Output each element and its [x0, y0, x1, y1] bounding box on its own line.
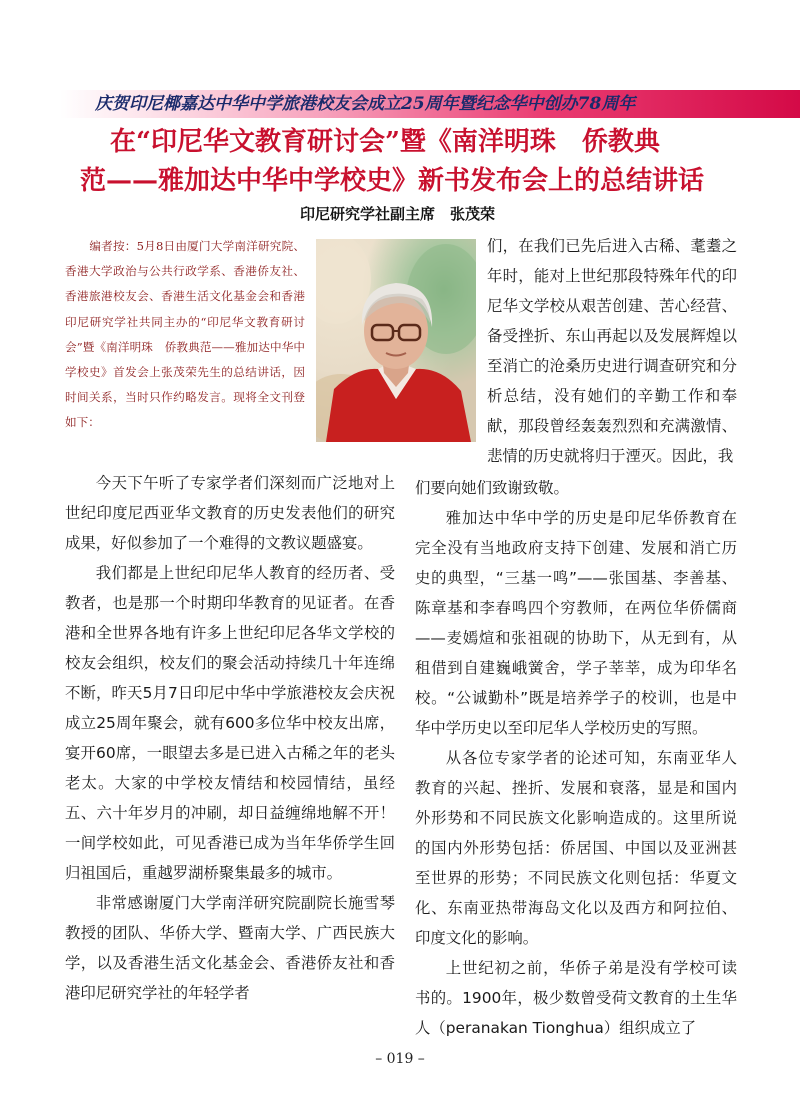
article-title-line-1: 在“印尼华文教育研讨会”暨《南洋明珠 侨教典 [110, 127, 660, 157]
page-number: – 019 – [375, 1051, 425, 1067]
paragraph: 上世纪初之前，华侨子弟是没有学校可读书的。1900年，极少数曾受荷文教育的土生华人（peranakan Tionghua）组织成立了 [415, 959, 737, 1037]
left-column [65, 468, 395, 1008]
banner-text: 庆贺印尼椰嘉达中华中学旅港校友会成立25周年暨纪念华中创办78周年 [95, 94, 636, 114]
paragraph: 们要向她们致谢致敬。 [415, 479, 569, 497]
right-column-top [487, 231, 737, 471]
paragraph: 非常感谢厦门大学南洋研究院副院长施雪琴教授的团队、华侨大学、暨南大学、广西民族大学，以及香港生活文化基金会、香港侨友社和香港印尼研究学社的年轻学者 [65, 894, 395, 1002]
editor-note: 编者按：5月8日由厦门大学南洋研究院、香港大学政治与公共行政学系、香港侨友社、香港旅港校友会、香港生活文化基金会和香港印尼研究学社共同主办的“印尼华文教育研讨会”暨《南洋明珠 侨教典范——雅加达中华中学校史》首发会上张茂荣先生的总结讲话，因时间关系，当时只作约略发言。现将全文刊登如下： [65, 239, 305, 430]
paragraph: 今天下午听了专家学者们深刻而广泛地对上世纪印度尼西亚华文教育的历史发表他们的研究成果，好似参加了一个难得的文教议题盛宴。 [65, 474, 395, 552]
paragraph: 我们都是上世纪印尼华人教育的经历者、受教者，也是那一个时期印华教育的见证者。在香港和全世界各地有许多上世纪印尼各华文学校的校友会组织，校友们的聚会活动持续几十年连绵不断，昨天5月7日印尼中华中学旅港校友会庆祝成立25周年聚会，就有600多位华中校友出席，宴开60席，一眼望去多是已进入古稀之年的老头老太。大家的中学校友情结和校园情结，虽经五、六十年岁月的冲刷，却日益缠绵地解不开！一间学校如此，可见香港已成为当年华侨学生回归祖国后，重越罗湖桥聚集最多的城市。 [65, 564, 395, 882]
paragraph: 们，在我们已先后进入古稀、耄耋之年时，能对上世纪那段特殊年代的印尼华文学校从艰苦创建、苦心经营、备受挫折、东山再起以及发展辉煌以至消亡的沧桑历史进行调查研究和分析总结，没有她们的辛勤工作和奉献，那段曾经轰轰烈烈和充满激情、悲情的历史就将归于湮灭。因此，我 [487, 237, 737, 465]
right-column-bottom [415, 473, 737, 1043]
speaker-portrait-image [316, 239, 476, 442]
paragraph: 从各位专家学者的论述可知，东南亚华人教育的兴起、挫折、发展和衰落，显是和国内外形势和不同民族文化影响造成的。这里所说的国内外形势包括：侨居国、中国以及亚洲甚至世界的形势；不同民族文化则包括：华夏文化、东南亚热带海岛文化以及西方和阿拉伯、印度文化的影响。 [415, 749, 737, 947]
article-title-line-2: 范——雅加达中华中学校史》新书发布会上的总结讲话 [80, 166, 705, 196]
article-author: 印尼研究学社副主席 张茂荣 [300, 205, 496, 223]
paragraph: 雅加达中华中学的历史是印尼华侨教育在完全没有当地政府支持下创建、发展和消亡历史的典型，“三基一鸣”——张国基、李善基、陈章基和李春鸣四个穷教师，在两位华侨儒商——麦嫣煊和张祖砚的协助下，从无到有，从租借到自建巍峨黉舍，学子莘莘，成为印华名校。“公诚勤朴”既是培养学子的校训，也是中华中学历史以至印尼华人学校历史的写照。 [415, 509, 737, 737]
speaker-photo [316, 239, 476, 442]
